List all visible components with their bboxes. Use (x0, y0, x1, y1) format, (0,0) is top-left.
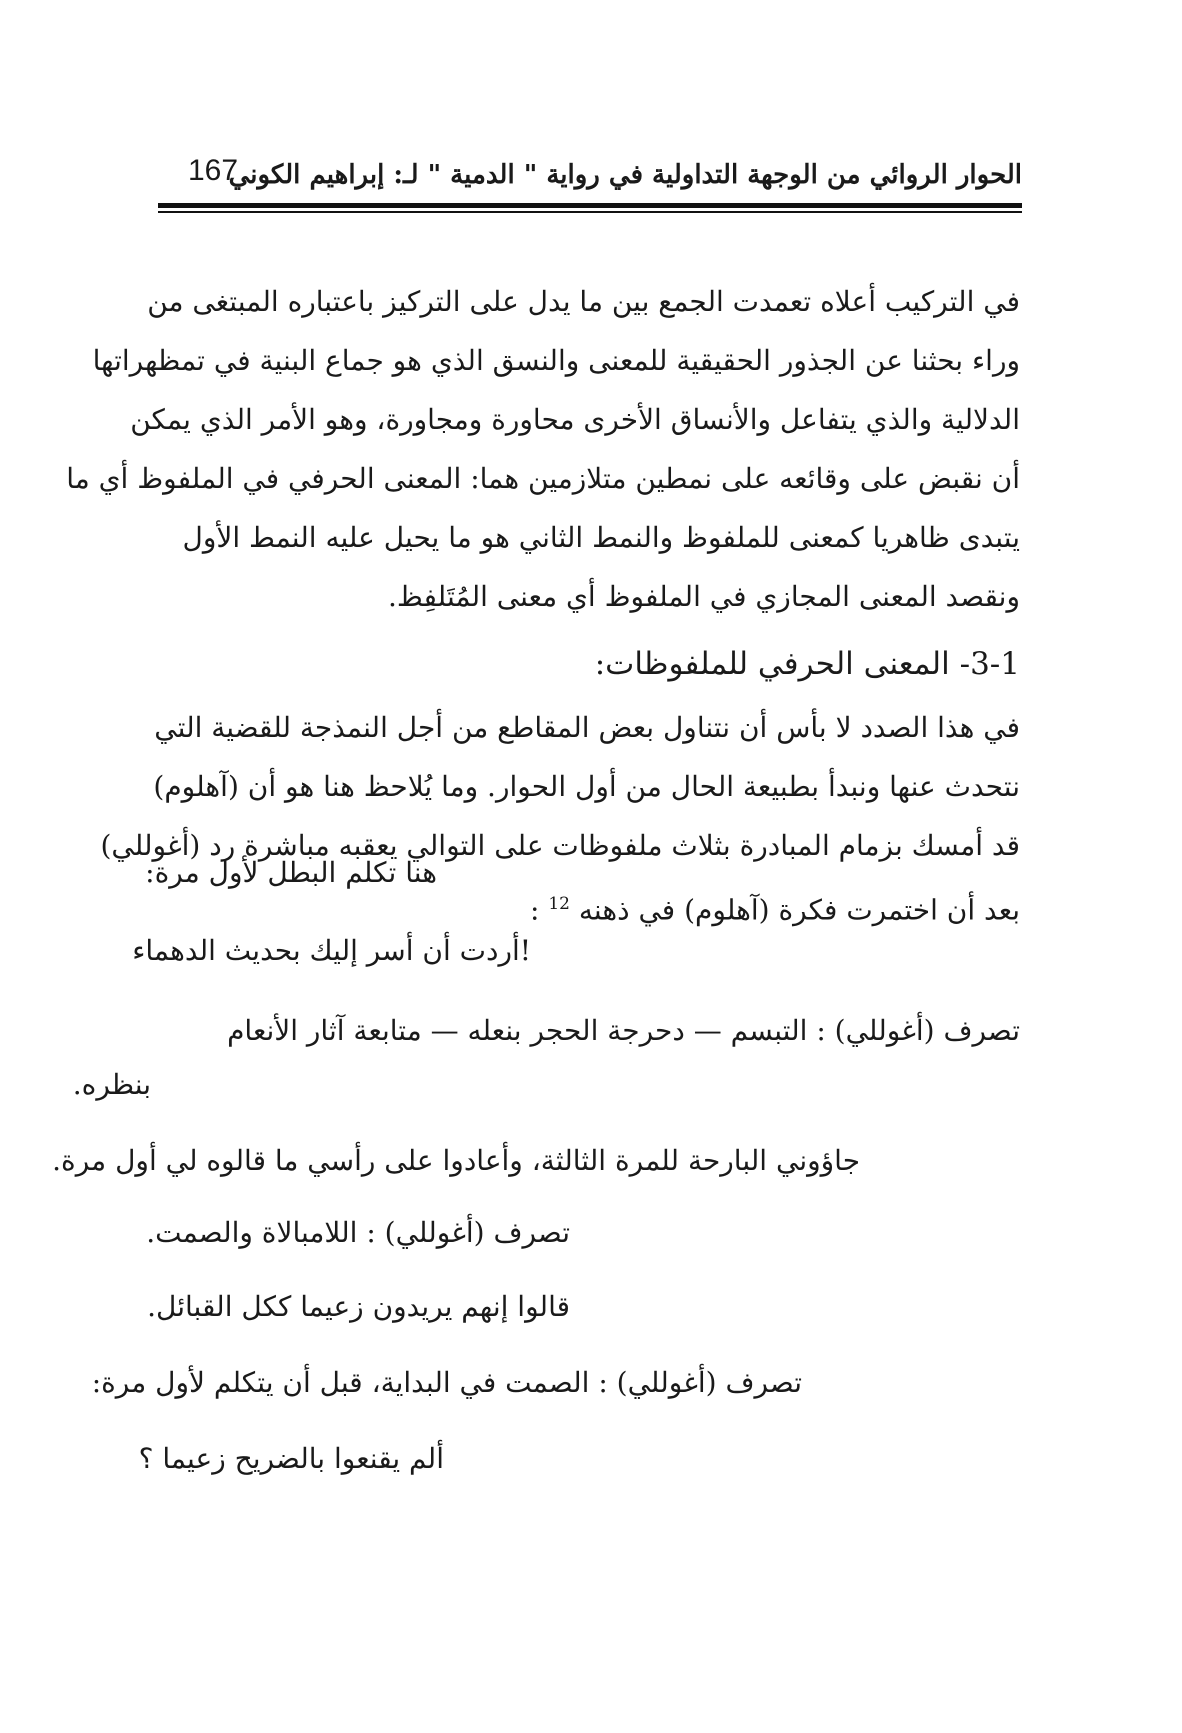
running-header (160, 152, 1022, 202)
text-line: يتبدى ظاهريا كمعنى للملفوظ والنمط الثاني هو ما يحيل عليه النمط الأول (182, 521, 1020, 554)
page-body (66, 272, 1020, 939)
dialogue-line: ألم يقنعوا بالضريح زعيما ؟ (138, 1442, 444, 1475)
dialogue-line: قالوا إنهم يريدون زعيما ككل القبائل. (147, 1290, 570, 1323)
text-line: الدلالية والذي يتفاعل والأنساق الأخرى محاورة ومجاورة، وهو الأمر الذي يمكن (130, 403, 1020, 436)
dialogue-line: هنا تكلم البطل لأول مرة: (145, 856, 437, 889)
last-line-text: بعد أن اختمرت فكرة (آهلوم) في ذهنه (578, 893, 1020, 927)
last-line-colon: : (529, 893, 540, 927)
paragraph-section (100, 698, 1020, 939)
dialogue-line: جاؤوني البارحة للمرة الثالثة، وأعادوا على رأسي ما قالوه لي أول مرة. (52, 1144, 860, 1177)
dialogue-line: تصرف (أغوللي) : الصمت في البداية، قبل أن يتكلم لأول مرة: (91, 1366, 802, 1399)
header-rule-thick (158, 203, 1022, 208)
dialogue-line: تصرف (أغوللي) : اللامبالاة والصمت. (146, 1216, 570, 1249)
text-line: قد أمسك بزمام المبادرة بثلاث ملفوظات على التوالي يعقبه مباشرة رد (أغوللي) (100, 829, 1020, 862)
header-title: الحوار الروائي من الوجهة التداولية في رواية " الدمية " لـ: إبراهيم الكوني (228, 160, 1022, 190)
text-line: أن نقبض على وقائعه على نمطين متلازمين هما: المعنى الحرفي في الملفوظ أي ما (66, 462, 1020, 495)
text-line: في هذا الصدد لا بأس أن نتناول بعض المقاطع من أجل النمذجة للقضية التي (154, 711, 1020, 744)
page-number: 167 (188, 154, 239, 187)
dialogue-line: !أردت أن أسر إليك بحديث الدهماء (132, 934, 531, 967)
paragraph-intro (66, 272, 1020, 626)
header-rule-thin (158, 211, 1022, 213)
text-line: ونقصد المعنى المجازي في الملفوظ أي معنى المُتَلفِظ. (388, 580, 1020, 613)
dialogue-line: بنظره. (72, 1068, 151, 1101)
text-line: نتحدث عنها ونبدأ بطبيعة الحال من أول الحوار. وما يُلاحظ هنا هو أن (آهلوم) (153, 770, 1020, 803)
footnote-reference: 12 (548, 894, 570, 914)
text-line: وراء بحثنا عن الجذور الحقيقية للمعنى والنسق الذي هو جماع البنية في تمظهراتها (92, 344, 1020, 377)
dialogue-line: تصرف (أغوللي) : التبسم — دحرجة الحجر بنعله — متابعة آثار الأنعام (227, 1014, 1020, 1047)
section-heading: 3-1- المعنى الحرفي للملفوظات: (594, 646, 1020, 682)
text-line: في التركيب أعلاه تعمدت الجمع بين ما يدل على التركيز باعتباره المبتغى من (147, 285, 1020, 318)
